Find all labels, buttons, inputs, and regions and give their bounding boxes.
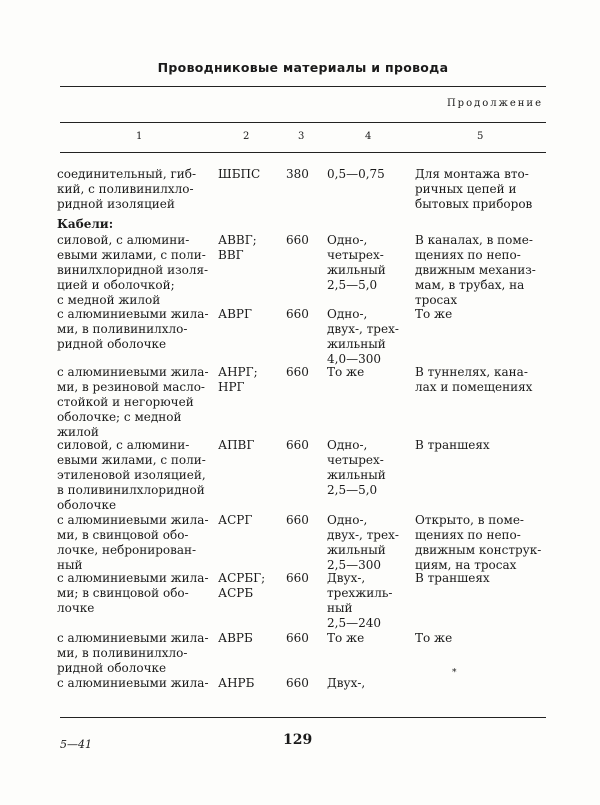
- cell-section: То же: [327, 365, 365, 379]
- cell-section: Одно-, двух-, трех- жильный 2,5—300: [327, 513, 399, 572]
- cell-voltage: 660: [286, 438, 309, 452]
- cell-mark: АНРГ; НРГ: [218, 365, 258, 394]
- column-number: 3: [298, 131, 305, 142]
- cell-use: То же: [415, 631, 453, 645]
- asterisk-mark: *: [452, 668, 457, 678]
- cell-name: с алюминиевыми жила- ми, в свинцовой обо- лочке, небронирован- ный: [57, 513, 209, 572]
- column-header-rule: [60, 152, 546, 153]
- cell-name: с алюминиевыми жила- ми, в поливинилхло- ридной оболочке: [57, 307, 209, 351]
- cell-mark: АВВГ; ВВГ: [218, 233, 257, 262]
- cell-use: В траншеях: [415, 438, 490, 452]
- cell-section: Одно-, двух-, трех- жильный 4,0—300: [327, 307, 399, 366]
- cell-use: Для монтажа вто- ричных цепей и бытовых приборов: [415, 167, 533, 211]
- column-number: 1: [136, 131, 143, 142]
- footer-rule: [60, 717, 546, 718]
- cell-name: соединительный, гиб- кий, с поливинилхло- ридной изоляцией: [57, 167, 197, 211]
- cell-use: В траншеях: [415, 571, 490, 585]
- cell-voltage: 660: [286, 233, 309, 247]
- page-header: Проводниковые материалы и провода: [157, 60, 449, 75]
- cell-use: То же: [415, 307, 453, 321]
- cell-mark: АВРГ: [218, 307, 252, 321]
- cell-voltage: 660: [286, 571, 309, 585]
- cell-name: с алюминиевыми жила- ми, в поливинилхло- ридной оболочке: [57, 631, 209, 675]
- cell-mark: АВРБ: [218, 631, 253, 645]
- cell-mark: АНРБ: [218, 676, 255, 690]
- cell-name: силовой, с алюмини- евыми жилами, с поли- винилхлоридной изоля- цией и оболочкой; с медной жилой: [57, 233, 209, 307]
- cell-voltage: 660: [286, 365, 309, 379]
- cell-section: Одно-, четырех- жильный 2,5—5,0: [327, 233, 386, 292]
- cell-name: с алюминиевыми жила- ми; в свинцовой обо- лочке: [57, 571, 209, 615]
- page-number: 129: [283, 732, 313, 748]
- column-number: 4: [365, 131, 372, 142]
- cell-name: с алюминиевыми жила-: [57, 676, 209, 690]
- continuation-label: Продолжение: [446, 98, 543, 109]
- header-rule: [60, 86, 546, 87]
- section-title: Кабели:: [57, 217, 114, 231]
- cell-section: Двух-,: [327, 676, 366, 690]
- column-number: 5: [477, 131, 484, 142]
- cell-name: с алюминиевыми жила- ми, в резиновой масло- стойкой и негорючей оболочке; с медной жилой: [57, 365, 209, 439]
- cell-voltage: 660: [286, 513, 309, 527]
- cell-voltage: 380: [286, 167, 309, 181]
- printer-signature: 5—41: [60, 738, 92, 751]
- table-top-rule: [60, 122, 546, 123]
- column-number: 2: [243, 131, 250, 142]
- cell-name: силовой, с алюмини- евыми жилами, с поли- этиленовой изоляцией, в поливинилхлоридной оболочке: [57, 438, 206, 512]
- cell-mark: АСРБГ; АСРБ: [218, 571, 266, 600]
- cell-use: В туннелях, кана- лах и помещениях: [415, 365, 533, 394]
- cell-section: То же: [327, 631, 365, 645]
- cell-section: 0,5—0,75: [327, 167, 385, 181]
- cell-voltage: 660: [286, 631, 309, 645]
- cell-section: Двух-, трехжиль- ный 2,5—240: [327, 571, 393, 630]
- cell-section: Одно-, четырех- жильный 2,5—5,0: [327, 438, 386, 497]
- cell-use: В каналах, в поме- щениях по непо- движным механиз- мам, в трубах, на тросах: [415, 233, 536, 307]
- cell-mark: АПВГ: [218, 438, 255, 452]
- cell-voltage: 660: [286, 676, 309, 690]
- cell-use: Открыто, в поме- щениях по непо- движным конструк- циям, на тросах: [415, 513, 542, 572]
- cell-voltage: 660: [286, 307, 309, 321]
- cell-mark: АСРГ: [218, 513, 253, 527]
- cell-mark: ШБПС: [218, 167, 261, 181]
